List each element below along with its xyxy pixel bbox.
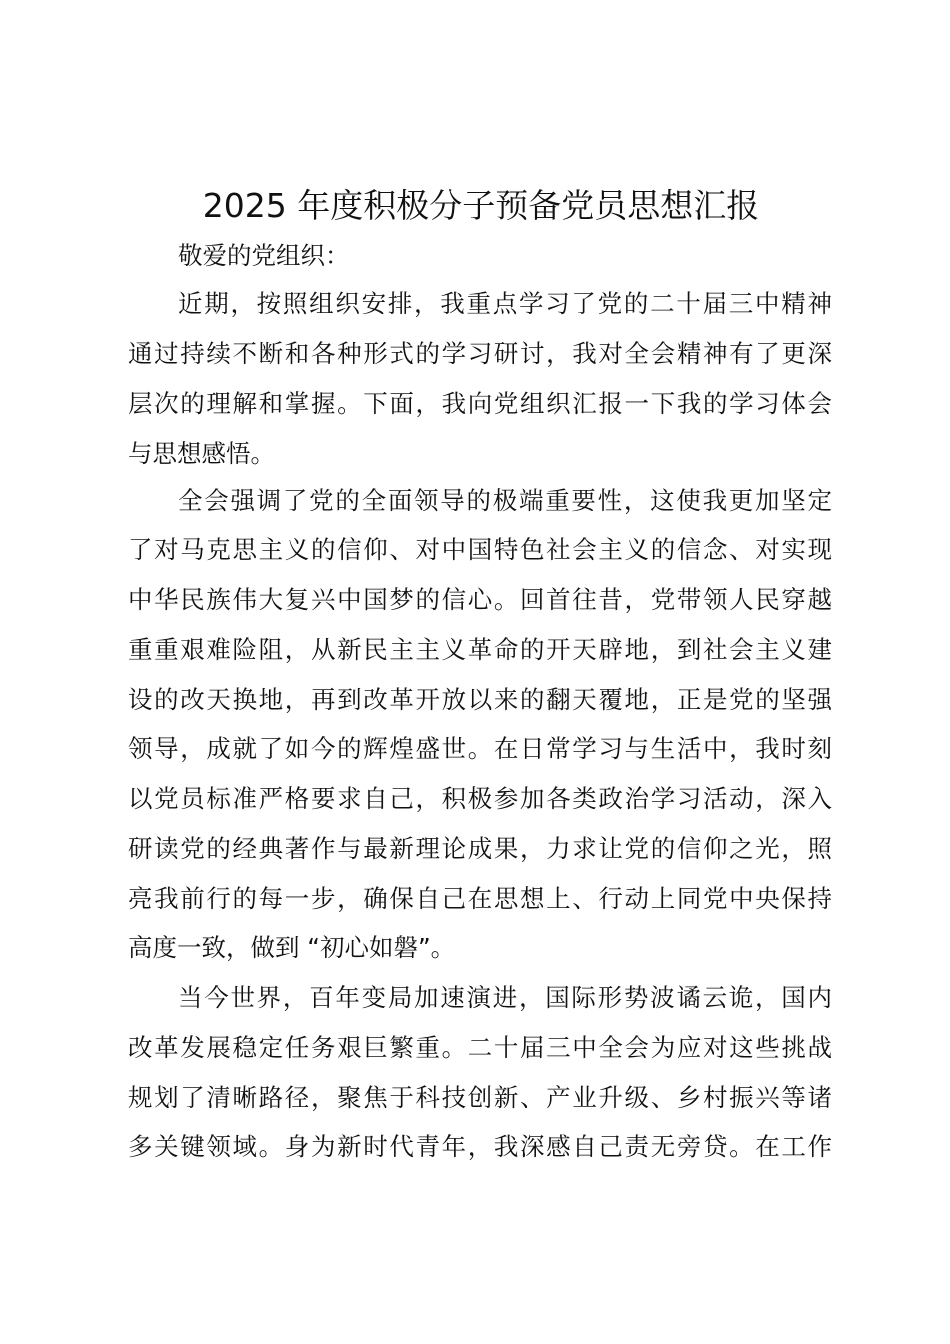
paragraph-2-line-1: 全会强调了党的全面领导的极端重要性，这使我更加坚定 (178, 486, 832, 515)
paragraph-1-line-3: 层次的理解和掌握。下面，我向党组织汇报一下我的学习体会 (128, 389, 832, 418)
paragraph-2-line-7: 以党员标准严格要求自己，积极参加各类政治学习活动，深入 (128, 784, 832, 813)
paragraph-3-line-3: 规划了清晰路径，聚焦于科技创新、产业升级、乡村振兴等诸 (128, 1083, 832, 1112)
paragraph-2-line-5: 设的改天换地，再到改革开放以来的翻天覆地，正是党的坚强 (128, 685, 832, 714)
paragraph-1-line-2: 通过持续不断和各种形式的学习研讨，我对全会精神有了更深 (128, 339, 832, 368)
paragraph-2-line-6: 领导，成就了如今的辉煌盛世。在日常学习与生活中，我时刻 (128, 734, 832, 763)
paragraph-2-line-8: 研读党的经典著作与最新理论成果，力求让党的信仰之光，照 (128, 834, 832, 863)
paragraph-2-line-2: 了对马克思主义的信仰、对中国特色社会主义的信念、对实现 (128, 535, 832, 564)
document-title: 2025 年度积极分子预备党员思想汇报 (202, 186, 760, 225)
paragraph-3-line-1: 当今世界，百年变局加速演进，国际形势波谲云诡，国内 (178, 983, 832, 1012)
paragraph-2-line-3: 中华民族伟大复兴中国梦的信心。回首往昔，党带领人民穿越 (128, 585, 832, 614)
paragraph-3-line-2: 改革发展稳定任务艰巨繁重。二十届三中全会为应对这些挑战 (128, 1033, 832, 1062)
paragraph-2-line-9: 亮我前行的每一步，确保自己在思想上、行动上同党中央保持 (128, 884, 832, 913)
paragraph-3-line-4: 多关键领域。身为新时代青年，我深感自己责无旁贷。在工作 (128, 1132, 832, 1161)
paragraph-2-line-10: 高度一致，做到 “初心如磐”。 (128, 933, 456, 962)
paragraph-1-line-4: 与思想感悟。 (128, 439, 275, 468)
paragraph-2-line-4: 重重艰难险阻，从新民主主义革命的开天辟地，到社会主义建 (128, 635, 832, 664)
paragraph-1-line-1: 近期，按照组织安排，我重点学习了党的二十届三中精神 (178, 289, 832, 318)
salutation: 敬爱的党组织： (178, 241, 350, 270)
